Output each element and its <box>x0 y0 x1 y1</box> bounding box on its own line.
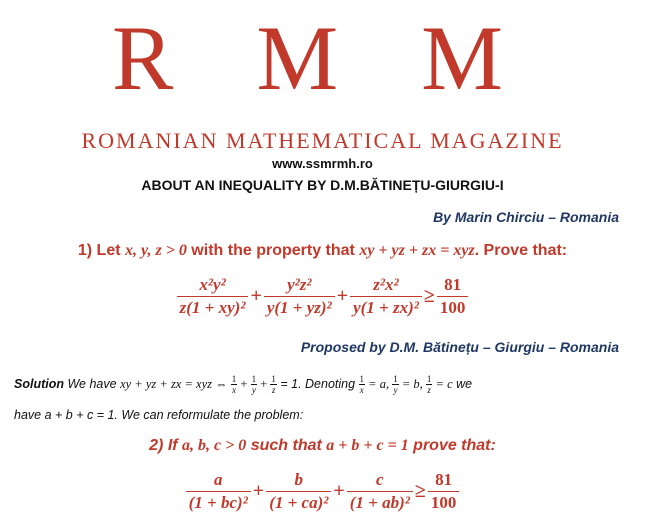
problem-1-inequality <box>0 275 645 318</box>
fraction-numerator: x²y² <box>177 275 249 297</box>
fraction-denominator: (1 + ab)² <box>349 493 410 512</box>
fraction-denominator: 100 <box>430 493 457 512</box>
problem-2-condition: a + b + c = 1 <box>326 437 409 454</box>
rmm-logo: R M M <box>112 7 533 109</box>
denote-b: = b, <box>398 376 426 391</box>
problem-2-statement <box>0 437 645 455</box>
small-num: 1 <box>251 374 257 384</box>
fraction-numerator: 81 <box>437 275 469 297</box>
fraction-denominator: z(1 + xy)² <box>179 298 246 317</box>
plus-sign: + <box>252 480 265 502</box>
small-den: x <box>232 385 236 395</box>
problem-2-inequality <box>0 470 645 513</box>
problem-1-condition: xy + yz + zx = xyz <box>359 242 475 259</box>
fraction-denominator: (1 + ca)² <box>269 493 329 512</box>
problem-1-statement <box>0 242 645 260</box>
geq-sign: ≥ <box>423 285 435 307</box>
solution-line-1: Solution We have xy + yz + zx = xyz ⇔ $\frac{1}{x}$ + $\frac{1}{y}$ + $\frac{1}{z}$ = 1. Denoting $\frac{1}{x}$ = a, $\frac{1}{y}$ = b, $\frac{1}{z}$ = c we <box>14 374 473 395</box>
problem-1-label: 1) Let <box>77 242 125 259</box>
problem-2-mid: such that <box>246 437 327 454</box>
fraction-denominator: y(1 + zx)² <box>353 298 419 317</box>
fraction-numerator: z²x² <box>350 275 422 297</box>
small-num: 1 <box>231 374 237 384</box>
plus-sign: + <box>336 285 349 307</box>
fraction-numerator: a <box>186 470 251 492</box>
problem-2-tail: prove that: <box>408 437 496 454</box>
small-den: x <box>359 385 364 395</box>
small-den: y <box>251 385 256 395</box>
solution-label: Solution <box>14 376 64 391</box>
article-title: ABOUT AN INEQUALITY BY D.M.BĂTINEȚU-GIURGIU-I <box>141 177 504 193</box>
problem-2-vars: a, b, c > 0 <box>182 437 247 454</box>
problem-1-tail: . Prove that: <box>474 242 568 259</box>
small-num: 1 <box>393 374 398 384</box>
solution-condition: xy + yz + zx = xyz ⇔ <box>120 376 231 391</box>
fraction-numerator: y²z² <box>264 275 335 297</box>
problem-1-mid: with the property that <box>186 242 360 259</box>
site-url[interactable]: www.ssmrmh.ro <box>272 156 373 171</box>
fraction-numerator: b <box>266 470 331 492</box>
rhs-fraction <box>428 470 460 513</box>
denote-c: = c <box>432 376 453 391</box>
small-num: 1 <box>359 374 365 384</box>
rhs-fraction <box>437 275 469 318</box>
small-den: z <box>271 385 276 395</box>
solution-eq-one: = 1. Denoting <box>276 376 359 391</box>
small-num: 1 <box>426 374 432 384</box>
geq-sign: ≥ <box>414 480 426 502</box>
small-num: 1 <box>271 374 276 384</box>
plus-sign: + <box>333 480 345 502</box>
fraction-numerator: c <box>347 470 413 492</box>
author-line: By Marin Chirciu – Romania <box>433 209 619 225</box>
fraction-term-b <box>266 470 331 513</box>
solution-line-2: have a + b + c = 1. We can reformulate the problem: <box>14 408 304 422</box>
problem-2-label: 2) If <box>149 437 183 454</box>
fraction-denominator: y(1 + yz)² <box>266 298 332 317</box>
small-den: y <box>393 385 398 395</box>
fraction-term-3 <box>350 275 422 318</box>
denote-a: = a, <box>365 376 393 391</box>
fraction-term-2 <box>264 275 335 318</box>
fraction-denominator: (1 + bc)² <box>188 493 248 512</box>
plus-sign: + <box>250 285 262 307</box>
proposed-by: Proposed by D.M. Bătinețu – Giurgiu – Romania <box>300 339 619 355</box>
fraction-term-a <box>186 470 251 513</box>
solution-we: we <box>452 376 473 391</box>
fraction-denominator: 100 <box>439 298 466 317</box>
problem-1-vars: x, y, z > 0 <box>125 242 187 259</box>
fraction-numerator: 81 <box>428 470 460 492</box>
solution-text: We have <box>64 376 121 391</box>
fraction-term-1 <box>177 275 249 318</box>
fraction-term-c <box>347 470 413 513</box>
magazine-name: ROMANIAN MATHEMATICAL MAGAZINE <box>81 128 564 153</box>
small-den: z <box>427 385 431 395</box>
